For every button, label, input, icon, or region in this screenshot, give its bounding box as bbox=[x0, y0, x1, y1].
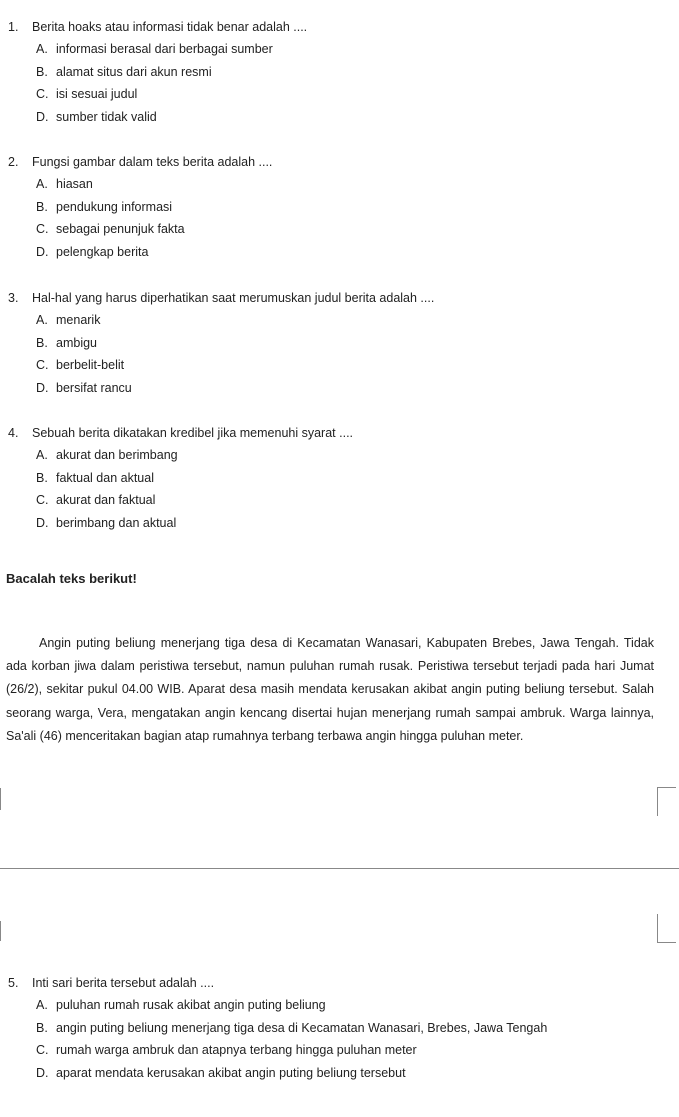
option-b bbox=[8, 199, 668, 222]
option-letter: A. bbox=[36, 313, 48, 327]
option-text: angin puting beliung menerjang tiga desa di Kecamatan Wanasari, Brebes, Jawa Tengah bbox=[56, 1020, 548, 1035]
question-1 bbox=[8, 19, 668, 131]
option-d bbox=[8, 244, 668, 267]
option-d bbox=[8, 1065, 668, 1088]
option-text: akurat dan faktual bbox=[56, 493, 156, 507]
option-letter: D. bbox=[36, 380, 49, 395]
options-list bbox=[8, 312, 668, 402]
option-a bbox=[8, 997, 668, 1020]
question-text: Inti sari berita tersebut adalah .... bbox=[32, 976, 215, 990]
option-letter: A. bbox=[36, 998, 48, 1012]
question-stem bbox=[8, 154, 668, 170]
option-text: berimbang dan aktual bbox=[56, 515, 177, 530]
option-text: isi sesuai judul bbox=[56, 87, 138, 101]
option-a bbox=[8, 312, 668, 335]
option-d bbox=[8, 109, 668, 132]
question-number: 1. bbox=[8, 20, 19, 34]
option-letter: B. bbox=[36, 64, 48, 79]
option-d bbox=[8, 380, 668, 403]
option-letter: C. bbox=[36, 1043, 49, 1057]
crop-mark-top-left bbox=[0, 788, 1, 810]
option-letter: D. bbox=[36, 244, 49, 259]
question-5 bbox=[8, 975, 668, 1087]
option-a bbox=[8, 41, 668, 64]
option-text: berbelit-belit bbox=[56, 358, 125, 372]
option-text: hiasan bbox=[56, 177, 93, 191]
option-letter: A. bbox=[36, 448, 48, 462]
question-text: Sebuah berita dikatakan kredibel jika memenuhi syarat .... bbox=[32, 426, 354, 440]
option-text: alamat situs dari akun resmi bbox=[56, 64, 212, 79]
option-b bbox=[8, 335, 668, 358]
options-list bbox=[8, 447, 668, 537]
question-stem bbox=[8, 425, 668, 441]
reading-passage: Angin puting beliung menerjang tiga desa di Kecamatan Wanasari, Kabupaten Brebes, Jawa Tengah. Tidak ada korban jiwa dalam peristiwa tersebut, namun puluhan rumah rusak. Peristiwa tersebut terjadi pada hari Jumat (26/2), sekitar pukul 04.00 WIB. Aparat desa masih mendata kerusakan akibat angin puting beliung tersebut. Salah seorang warga, Vera, mengatakan angin kencang disertai hujan menerjang rumah sampai ambruk. Warga lainnya, Sa'ali (46) menceritakan bagian atap rumahnya terbang terbawa angin hingga puluhan meter. bbox=[6, 636, 654, 743]
option-letter: D. bbox=[36, 515, 49, 530]
option-letter: B. bbox=[36, 470, 48, 485]
crop-mark-top-right bbox=[657, 787, 676, 816]
option-c bbox=[8, 86, 668, 109]
reading-heading: Bacalah teks berikut! bbox=[6, 571, 137, 586]
question-number: 4. bbox=[8, 426, 19, 440]
question-number: 2. bbox=[8, 155, 19, 169]
option-a bbox=[8, 447, 668, 470]
question-text: Fungsi gambar dalam teks berita adalah .... bbox=[32, 155, 273, 169]
option-text: puluhan rumah rusak akibat angin puting beliung bbox=[56, 998, 326, 1012]
option-text: informasi berasal dari berbagai sumber bbox=[56, 42, 273, 56]
question-text: Hal-hal yang harus diperhatikan saat merumuskan judul berita adalah .... bbox=[32, 291, 435, 305]
question-3 bbox=[8, 290, 668, 402]
option-text: faktual dan aktual bbox=[56, 470, 154, 485]
option-text: ambigu bbox=[56, 335, 97, 350]
option-letter: B. bbox=[36, 199, 48, 214]
option-letter: D. bbox=[36, 1065, 49, 1080]
option-text: akurat dan berimbang bbox=[56, 448, 178, 462]
question-2 bbox=[8, 154, 668, 266]
option-letter: B. bbox=[36, 335, 48, 350]
option-text: pendukung informasi bbox=[56, 199, 173, 214]
crop-mark-bottom-left bbox=[0, 921, 1, 941]
question-stem bbox=[8, 290, 668, 306]
crop-mark-bottom-right bbox=[657, 914, 676, 943]
option-c bbox=[8, 1042, 668, 1065]
question-4 bbox=[8, 425, 668, 537]
option-c bbox=[8, 357, 668, 380]
options-list bbox=[8, 176, 668, 266]
option-text: pelengkap berita bbox=[56, 244, 149, 259]
option-letter: A. bbox=[36, 177, 48, 191]
option-letter: C. bbox=[36, 493, 49, 507]
option-letter: C. bbox=[36, 222, 49, 236]
question-number: 5. bbox=[8, 976, 19, 990]
option-text: bersifat rancu bbox=[56, 380, 132, 395]
question-text: Berita hoaks atau informasi tidak benar adalah .... bbox=[32, 20, 308, 34]
option-b bbox=[8, 64, 668, 87]
question-stem bbox=[8, 19, 668, 35]
option-b bbox=[8, 1020, 668, 1043]
page-divider bbox=[0, 868, 679, 869]
option-text: sumber tidak valid bbox=[56, 109, 157, 124]
option-c bbox=[8, 492, 668, 515]
option-text: sebagai penunjuk fakta bbox=[56, 222, 185, 236]
option-letter: B. bbox=[36, 1020, 48, 1035]
question-stem bbox=[8, 975, 668, 991]
question-number: 3. bbox=[8, 291, 19, 305]
option-letter: A. bbox=[36, 42, 48, 56]
option-d bbox=[8, 515, 668, 538]
options-list bbox=[8, 41, 668, 131]
options-list bbox=[8, 997, 668, 1087]
option-letter: D. bbox=[36, 109, 49, 124]
option-letter: C. bbox=[36, 87, 49, 101]
option-text: rumah warga ambruk dan atapnya terbang hingga puluhan meter bbox=[56, 1043, 417, 1057]
option-b bbox=[8, 470, 668, 493]
option-letter: C. bbox=[36, 358, 49, 372]
option-a bbox=[8, 176, 668, 199]
option-text: menarik bbox=[56, 313, 101, 327]
option-c bbox=[8, 221, 668, 244]
option-text: aparat mendata kerusakan akibat angin puting beliung tersebut bbox=[56, 1065, 406, 1080]
